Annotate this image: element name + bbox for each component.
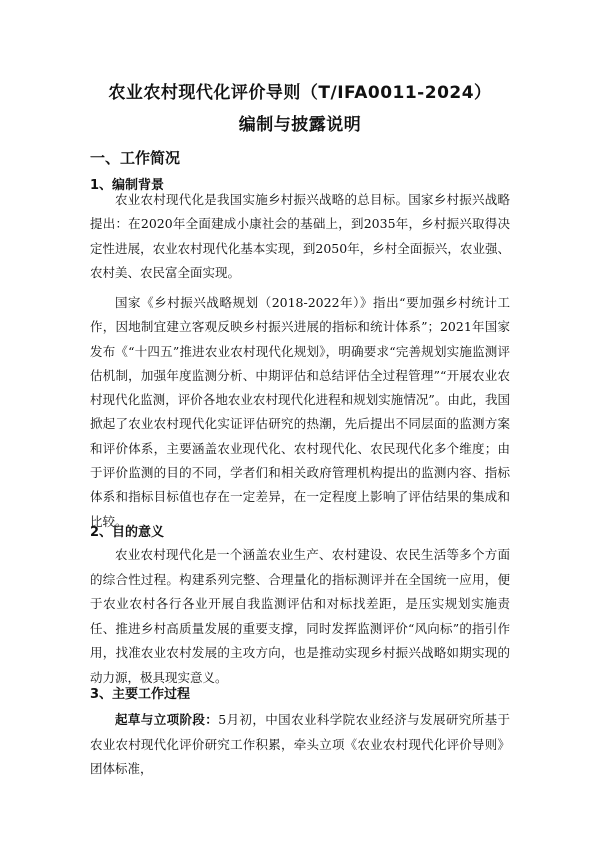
- paragraph-background-2: 国家《乡村振兴战略规划（2018-2022年）》指出“要加强乡村统计工作，因地制宜建立客观反映乡村振兴进展的指标和统计体系”；2021年国家发布《“十四五”推进农业农村现代化规划》，明确要求“完善规划实施监测评估机制，加强年度监测分析、中期评估和总结评估全过程管理”“开展农业农村现代化监测，评价各地农业农村现代化进程和规划实施情况”。由此，我国掀起了农业农村现代化实证评估研究的热潮，先后提出不同层面的监测方案和评价体系，主要涵盖农业现代化、农村现代化、农民现代化多个维度；由于评价监测的目的不同，学者们和相关政府管理机构提出的监测内容、指标体系和指标目标值也存在一定差异，在一定程度上影响了评估结果的集成和比较。: [90, 295, 510, 529]
- paragraph-background-1: 农业农村现代化是我国实施乡村振兴战略的总目标。国家乡村振兴战略提出：在2020年全面建成小康社会的基础上，到2035年，乡村振兴取得决定性进展，农业农村现代化基本实现，到2050年，乡村全面振兴，农业强、农村美、农民富全面实现。: [90, 192, 510, 280]
- section-heading-work-overview: 一、工作简况: [90, 149, 181, 167]
- document-title: 农业农村现代化评价导则（T/IFA0011-2024）: [108, 83, 492, 103]
- paragraph-work-process: [90, 708, 510, 782]
- paragraph-work-process-text: 5月初，中国农业科学院农业经济与发展研究所基于农业农村现代化评价研究工作积累，牵头立项《农业农村现代化评价导则》团体标准，: [90, 712, 510, 777]
- subsection-heading-background: 1、编制背景: [90, 178, 165, 193]
- paragraph-purpose: 农业农村现代化是一个涵盖农业生产、农村建设、农民生活等多个方面的综合性过程。构建系列完整、合理量化的指标测评并在全国统一应用，便于农业农村各行各业开展自我监测评估和对标找差距，是压实规划实施责任、推进乡村高质量发展的重要支撑，同时发挥监测评价“风向标”的指引作用，找准农业农村发展的主攻方向，也是推动实现乡村振兴战略如期实现的动力源，极具现实意义。: [90, 547, 510, 685]
- document-subtitle: 编制与披露说明: [238, 115, 362, 135]
- paragraph-lead-label: 起草与立项阶段：: [115, 712, 219, 727]
- subsection-heading-work-process: 3、主要工作过程: [90, 687, 191, 702]
- subsection-heading-purpose: 2、目的意义: [90, 525, 165, 540]
